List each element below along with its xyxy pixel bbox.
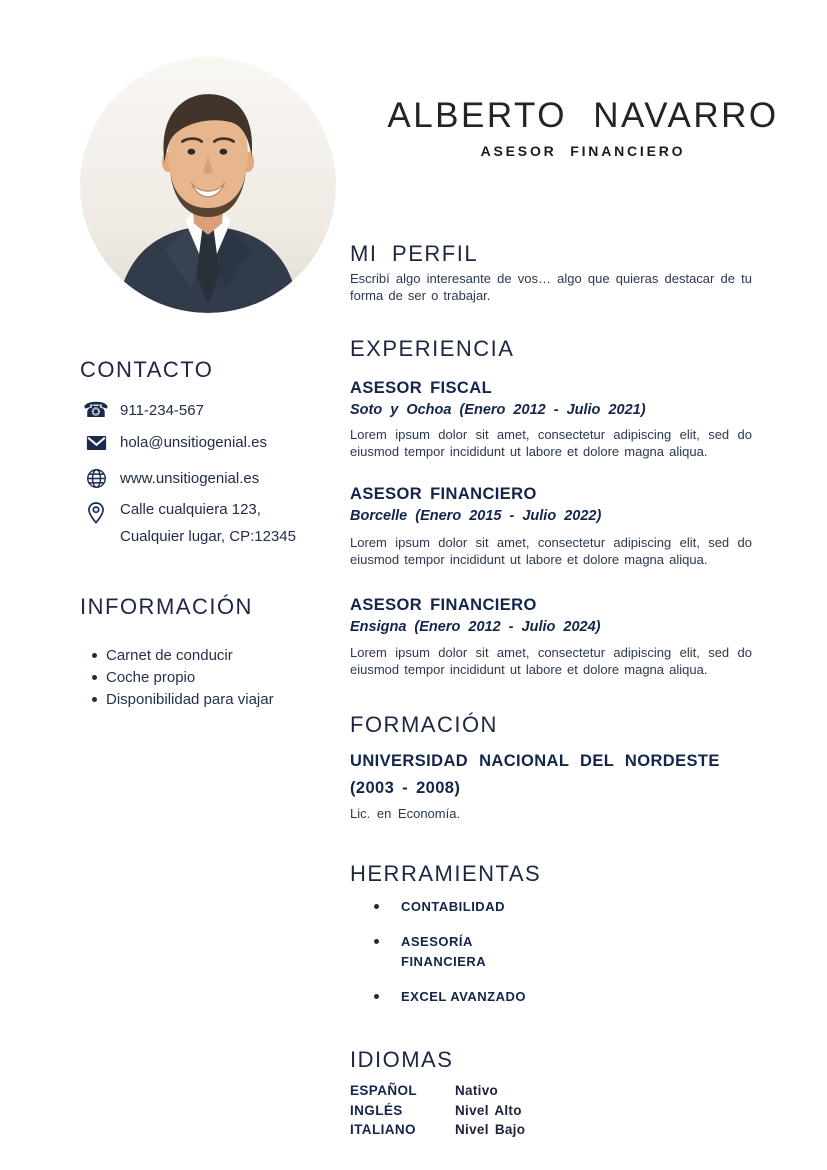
experience-1-company: Soto y Ochoa (Enero 2012 - Julio 2021) bbox=[350, 402, 646, 418]
website-url: www.unsitiogenial.es bbox=[120, 469, 260, 487]
email-address: hola@unsitiogenial.es bbox=[120, 434, 267, 451]
education-school: UNIVERSIDAD NACIONAL DEL NORDESTE bbox=[350, 752, 720, 770]
globe-icon bbox=[82, 468, 110, 489]
tool-item: CONTABILIDAD bbox=[401, 899, 505, 914]
person-job-title: ASESOR FINANCIERO bbox=[480, 143, 686, 159]
bullet-icon bbox=[92, 653, 97, 658]
experience-2-title: ASESOR FINANCIERO bbox=[350, 485, 537, 503]
experience-2-description: Lorem ipsum dolor sit amet, consectetur adipiscing elit, sed do eiusmod tempor incididunt ut labore et dolore magna aliqua. bbox=[350, 535, 752, 568]
languages-table bbox=[350, 1081, 525, 1140]
language-name: ESPAÑOL bbox=[350, 1083, 418, 1098]
tool-item: EXCEL AVANZADO bbox=[401, 989, 526, 1004]
header bbox=[350, 98, 816, 158]
experience-3-description: Lorem ipsum dolor sit amet, consectetur adipiscing elit, sed do eiusmod tempor incididunt ut labore et dolore magna aliqua. bbox=[350, 645, 752, 678]
address-text bbox=[120, 501, 296, 546]
bullet-icon bbox=[374, 939, 379, 944]
list-item bbox=[374, 987, 526, 1007]
experience-1-description: Lorem ipsum dolor sit amet, consectetur adipiscing elit, sed do eiusmod tempor incididunt ut labore et dolore magna aliqua. bbox=[350, 427, 752, 460]
contact-item-email bbox=[82, 434, 267, 452]
profile-text: Escribí algo interesante de vos… algo que quieras destacar de tu forma de ser o trabajar. bbox=[350, 271, 752, 304]
contact-heading: CONTACTO bbox=[80, 357, 214, 382]
list-item bbox=[92, 666, 274, 688]
email-icon bbox=[82, 435, 110, 451]
contact-item-phone bbox=[82, 400, 204, 421]
bullet-icon bbox=[92, 675, 97, 680]
education-degree: Lic. en Economía. bbox=[350, 806, 461, 821]
person-name: ALBERTO NAVARRO bbox=[387, 96, 779, 135]
experience-heading: EXPERIENCIA bbox=[350, 336, 515, 361]
language-name: ITALIANO bbox=[350, 1122, 416, 1137]
information-heading: INFORMACIÓN bbox=[80, 594, 253, 619]
location-icon bbox=[82, 501, 110, 525]
contact-item-address bbox=[82, 501, 296, 546]
bullet-icon bbox=[374, 994, 379, 999]
tool-item: ASESORÍA FINANCIERA bbox=[401, 934, 487, 969]
information-list bbox=[92, 644, 274, 710]
profile-heading: MI PERFIL bbox=[350, 241, 479, 266]
list-item bbox=[374, 932, 526, 972]
experience-3-company: Ensigna (Enero 2012 - Julio 2024) bbox=[350, 619, 601, 635]
information-item: Carnet de conducir bbox=[106, 646, 233, 664]
information-item: Coche propio bbox=[106, 668, 196, 686]
tools-list bbox=[374, 897, 526, 1022]
bullet-icon bbox=[92, 697, 97, 702]
experience-1-title: ASESOR FISCAL bbox=[350, 379, 493, 397]
portrait-illustration bbox=[80, 57, 336, 313]
experience-2-company: Borcelle (Enero 2015 - Julio 2022) bbox=[350, 508, 602, 524]
education-heading: FORMACIÓN bbox=[350, 712, 498, 737]
language-level: Nivel Bajo bbox=[455, 1122, 526, 1137]
information-item: Disponibilidad para viajar bbox=[106, 690, 274, 708]
tools-heading: HERRAMIENTAS bbox=[350, 861, 542, 886]
address-line1: Calle cualquiera 123, bbox=[120, 501, 261, 518]
portrait-photo bbox=[80, 57, 336, 313]
phone-number: 911-234-567 bbox=[120, 401, 204, 419]
bullet-icon bbox=[374, 904, 379, 909]
contact-item-website bbox=[82, 468, 259, 489]
address-line2: Cualquier lugar, CP:12345 bbox=[120, 528, 296, 545]
language-name: INGLÉS bbox=[350, 1102, 403, 1118]
languages-heading: IDIOMAS bbox=[350, 1047, 454, 1072]
list-item bbox=[374, 897, 526, 917]
list-item bbox=[92, 688, 274, 710]
list-item bbox=[92, 644, 274, 666]
experience-3-title: ASESOR FINANCIERO bbox=[350, 596, 537, 614]
phone-icon: ☎ bbox=[82, 399, 110, 422]
language-level: Nativo bbox=[455, 1083, 499, 1098]
education-years: (2003 - 2008) bbox=[350, 779, 461, 797]
language-level: Nivel Alto bbox=[455, 1102, 522, 1118]
